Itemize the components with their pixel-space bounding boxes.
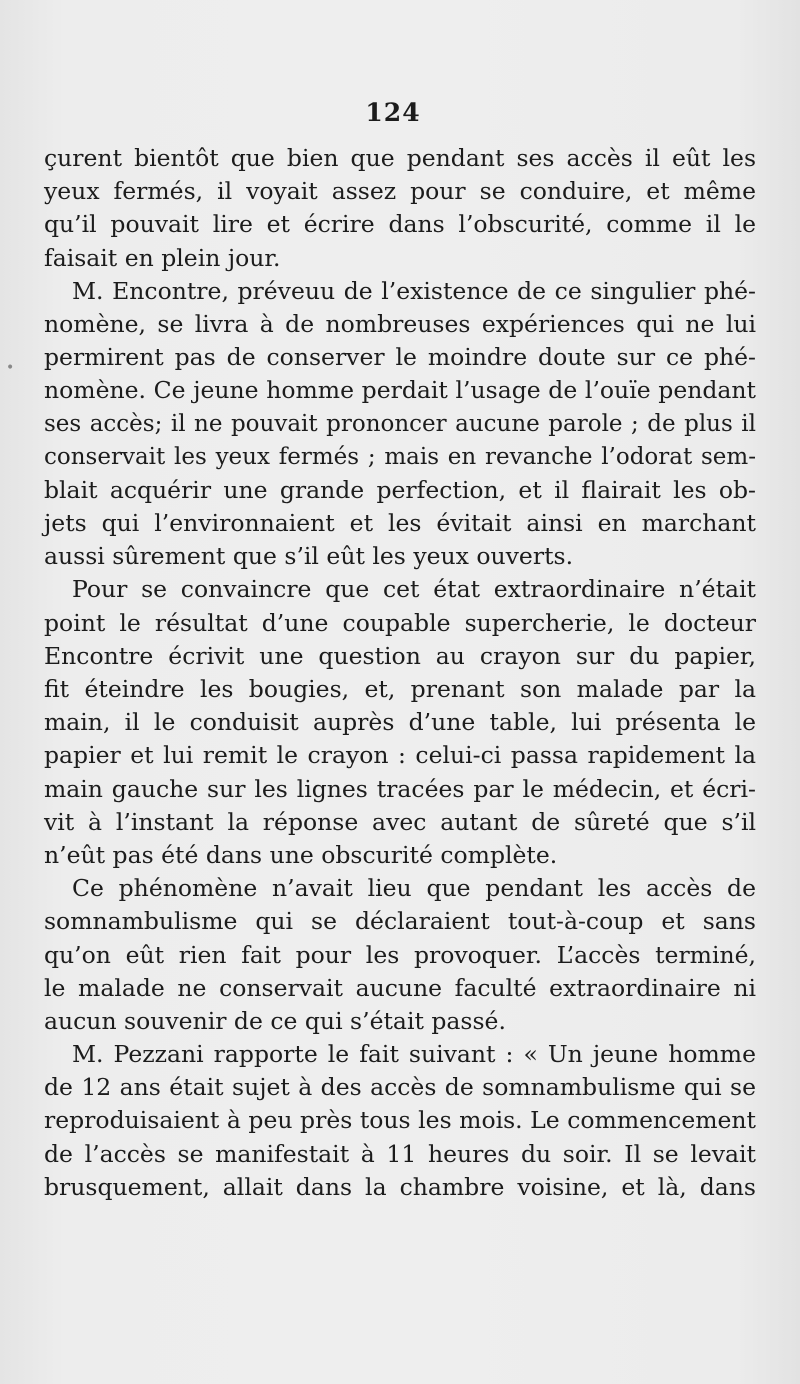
text-line: Ce phénomène n’avait lieu que pendant les accès de	[72, 874, 756, 903]
text-line: faisait en plein jour.	[44, 243, 281, 272]
text-line: nomène. Ce jeune homme perdait l’usage de l’ouïe pendant	[44, 376, 756, 405]
text-line: main, il le conduisit auprès d’une table, lui présenta le	[44, 708, 756, 737]
text-line: çurent bientôt que bien que pendant ses accès il eût les	[44, 144, 756, 172]
text-line: jets qui l’environnaient et les évitait ainsi en marchant	[44, 509, 756, 538]
text-line: fit éteindre les bougies, et, prenant son malade par la	[44, 675, 756, 703]
text-line: qu’il pouvait lire et écrire dans l’obscurité, comme il le	[44, 210, 756, 239]
text-line: de 12 ans était sujet à des accès de somnambulisme qui se	[44, 1073, 756, 1102]
text-line: brusquement, allait dans la chambre voisine, et là, dans	[44, 1172, 756, 1201]
text-line: M. Pezzani rapporte le fait suivant : « Un jeune homme	[72, 1040, 756, 1069]
stray-dot: •	[6, 360, 15, 376]
text-line: permirent pas de conserver le moindre doute sur ce phé-	[44, 343, 756, 372]
text-line: blait acquérir une grande perfection, et il flairait les ob-	[44, 475, 756, 504]
text-line: conservait les yeux fermés ; mais en revanche l’odorat sem-	[44, 443, 756, 470]
text-line: nomène, se livra à de nombreuses expériences qui ne lui	[44, 309, 756, 338]
text-line: Pour se convaincre que cet état extraordinaire n’était	[72, 575, 756, 604]
text-line: point le résultat d’une coupable supercherie, le docteur	[44, 608, 756, 637]
text-line: le malade ne conservait aucune faculté extraordinaire ni	[44, 973, 756, 1002]
text-line: main gauche sur les lignes tracées par le médecin, et écri-	[44, 774, 756, 803]
text-line: vit à l’instant la réponse avec autant de sûreté que s’il	[44, 807, 756, 836]
text-line: papier et lui remit le crayon : celui-ci passa rapidement la	[44, 741, 756, 770]
text-line: Encontre écrivit une question au crayon sur du papier,	[44, 641, 756, 670]
text-line: M. Encontre, préveuu de l’existence de ce singulier phé-	[72, 276, 756, 305]
text-line: de l’accès se manifestait à 11 heures du soir. Il se levait	[44, 1139, 756, 1168]
text-line: n’eût pas été dans une obscurité complète.	[44, 840, 558, 869]
text-line: reproduisaient à peu près tous les mois. Le commencement	[44, 1106, 756, 1135]
text-line: yeux fermés, il voyait assez pour se conduire, et même	[44, 177, 756, 206]
text-line: ses accès; il ne pouvait prononcer aucune parole ; de plus il	[44, 410, 756, 437]
text-line: aucun souvenir de ce qui s’était passé.	[44, 1006, 506, 1035]
text-line: qu’on eût rien fait pour les provoquer. L’accès terminé,	[44, 940, 756, 969]
text-line: aussi sûrement que s’il eût les yeux ouverts.	[44, 542, 574, 571]
text-line: somnambulisme qui se déclaraient tout-à-coup et sans	[44, 907, 756, 936]
body-text	[44, 142, 756, 1204]
page-number: 124	[365, 98, 421, 127]
